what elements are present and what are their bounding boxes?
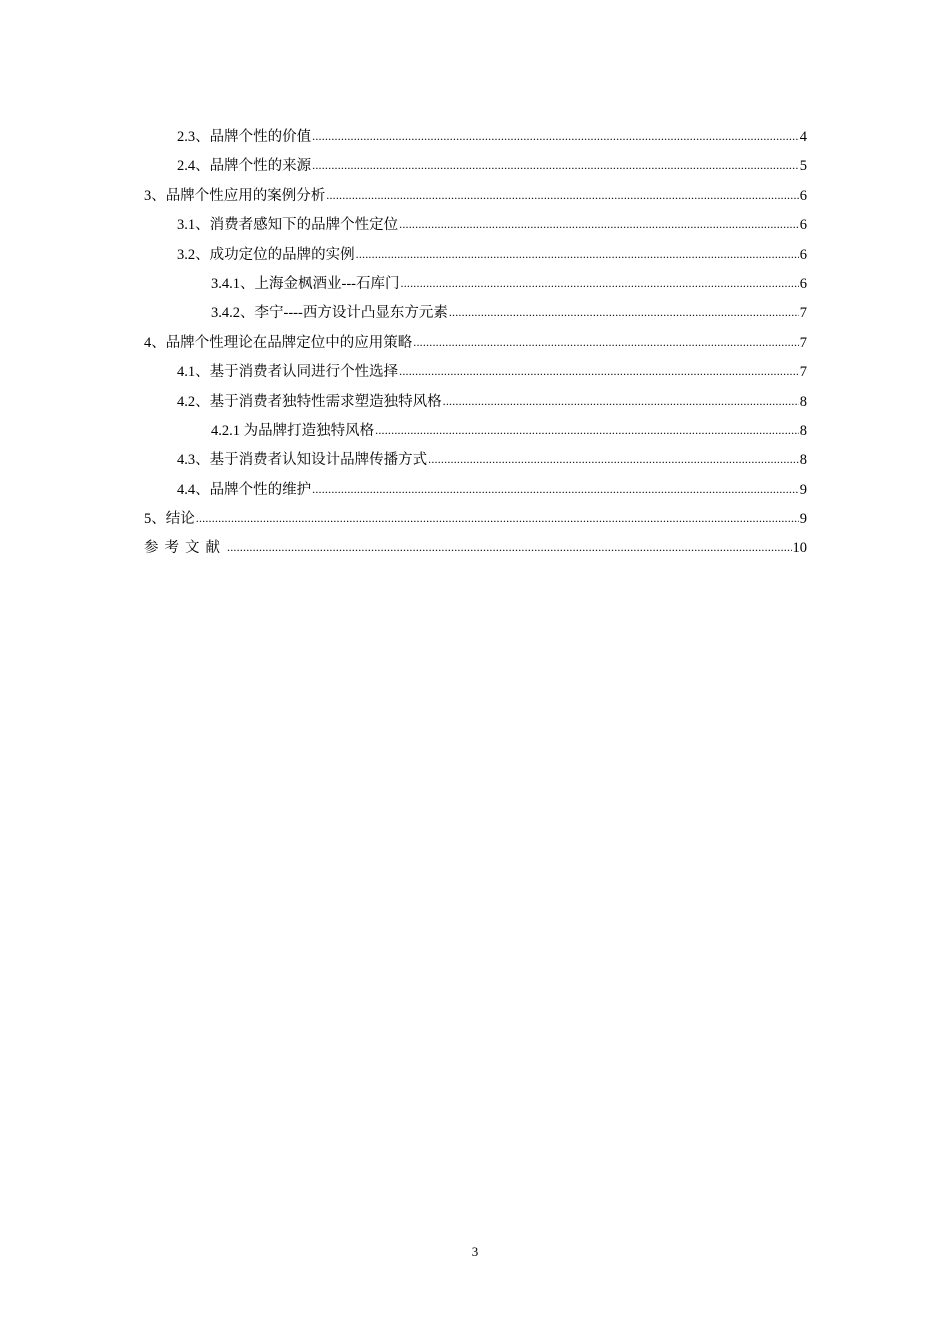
toc-page-number: 5: [799, 158, 807, 175]
toc-entry-label: 3.2、成功定位的品牌的实例: [177, 246, 355, 263]
toc-dot-leader: [399, 210, 799, 239]
toc-entry[interactable]: [144, 476, 807, 505]
toc-entry-label: 4.2、基于消费者独特性需求塑造独特风格: [177, 393, 442, 410]
toc-page-number: 6: [799, 246, 807, 263]
toc-dot-leader: [312, 151, 799, 180]
toc-dot-leader: [375, 416, 799, 445]
toc-page-number: 7: [799, 364, 807, 381]
toc-page-number: 7: [799, 305, 807, 322]
toc-entry-label: 参考文献: [144, 540, 226, 557]
toc-dot-leader: [401, 269, 799, 298]
toc-page-number: 9: [799, 481, 807, 498]
toc-dot-leader: [399, 357, 799, 386]
toc-dot-leader: [428, 445, 799, 474]
toc-page-number: 4: [799, 129, 807, 145]
toc-dot-leader: [413, 328, 799, 357]
toc-page-number: 6: [799, 217, 807, 234]
toc-entry[interactable]: [144, 446, 807, 475]
toc-entry-label: 3.4.1、上海金枫酒业---石库门: [211, 275, 400, 292]
toc-entry-label: 4.4、品牌个性的维护: [177, 481, 312, 498]
toc-entry[interactable]: [144, 299, 807, 328]
toc-dot-leader: [326, 181, 799, 210]
toc-entry[interactable]: [144, 534, 807, 563]
toc-entry[interactable]: [144, 270, 807, 299]
toc-entry-label: 4.1、基于消费者认同进行个性选择: [177, 364, 399, 381]
toc-dot-leader: [227, 533, 792, 562]
toc-entry[interactable]: [144, 358, 807, 387]
toc-entry[interactable]: [144, 152, 807, 181]
toc-entry-label: 3、品牌个性应用的案例分析: [144, 187, 326, 204]
toc-entry[interactable]: [144, 388, 807, 417]
toc-page-number: 9: [799, 511, 807, 528]
toc-entry-label: 3.4.2、李宁----西方设计凸显东方元素: [211, 305, 448, 322]
page-number: 3: [471, 1244, 479, 1259]
toc-dot-leader: [449, 298, 799, 327]
toc-entry-label: 4.2.1 为品牌打造独特风格: [211, 422, 375, 439]
toc-dot-leader: [356, 240, 799, 269]
toc-entry-label: 4.3、基于消费者认知设计品牌传播方式: [177, 452, 428, 469]
toc-page-number: 8: [799, 393, 807, 410]
toc-entry-label: 2.4、品牌个性的来源: [177, 158, 312, 175]
toc-entry-label: 3.1、消费者感知下的品牌个性定位: [177, 217, 399, 234]
toc-dot-leader: [196, 504, 799, 533]
toc-entry[interactable]: [144, 329, 807, 358]
toc-entry-label: 2.3、品牌个性的价值: [177, 129, 312, 145]
toc-dot-leader: [312, 475, 799, 504]
toc-page-number: 10: [792, 540, 807, 557]
toc-page-number: 8: [799, 422, 807, 439]
toc-page-number: 7: [799, 334, 807, 351]
toc-entry[interactable]: [144, 123, 807, 152]
toc-entry-label: 4、品牌个性理论在品牌定位中的应用策略: [144, 334, 413, 351]
toc-page-number: 8: [799, 452, 807, 469]
toc-entry[interactable]: [144, 417, 807, 446]
toc-entry[interactable]: [144, 505, 807, 534]
toc-entry[interactable]: [144, 182, 807, 211]
toc-page-number: 6: [799, 275, 807, 292]
table-of-contents: [144, 123, 807, 564]
toc-dot-leader: [443, 387, 799, 416]
toc-entry-label: 5、结论: [144, 511, 195, 528]
toc-page-number: 6: [799, 187, 807, 204]
toc-entry[interactable]: [144, 241, 807, 270]
toc-entry[interactable]: [144, 211, 807, 240]
toc-dot-leader: [312, 122, 799, 151]
